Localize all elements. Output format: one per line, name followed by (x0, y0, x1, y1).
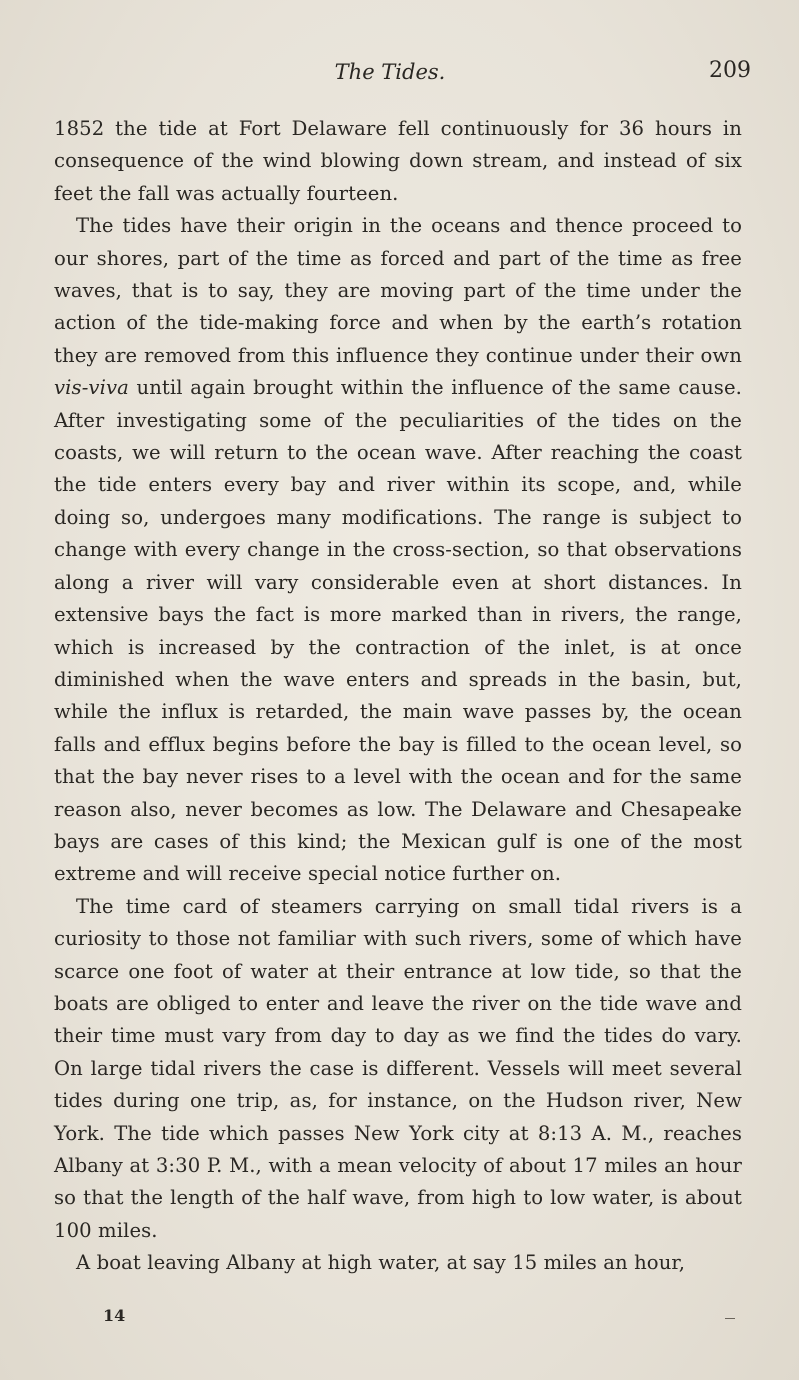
paragraph-3: The time card of steamers carrying on small tidal rivers is a curiosity to those not familiar with such rivers, some of which have scarce one foot of water at their entrance at low tide, so that the boats are obliged to enter and leave the river on the tide wave and their time must vary from day to day as we find the tides do vary. On large tidal rivers the case is different. Vessels will meet several tides during one trip, as, for instance, on the Hudson river, New York. The tide which passes New York city at 8:13 A. M., reaches Albany at 3:30 P. M., with a mean velocity of about 17 miles an hour so that the length of the half wave, from high to low water, is about 100 miles. (54, 894, 742, 1242)
running-head (0, 56, 799, 88)
paragraph-2-end: until again brought within the influence of the same cause. After investigating some of the peculiarities of the tides on the coasts, we will return to the ocean wave. After reaching the coast the tide enters every bay and river within its scope, and, while doing so, undergoes many modifications. The range is subject to change with every change in the cross-section, so that observations along a river will vary considerable even at short distances. In extensive bays the fact is more marked than in rivers, the range, which is increased by the contraction of the inlet, is at once diminished when the wave enters and spreads in the basin, but, while the influx is retarded, the main wave passes by, the ocean falls and efflux begins before the bay is filled to the ocean level, so that the bay never rises to a level with the ocean and for the same reason also, never becomes as low. The Delaware and Chesapeake bays are cases of this kind; the Mexican gulf is one of the most extreme and will receive special notice further on. (54, 376, 742, 886)
paragraph-4: A boat leaving Albany at high water, at say 15 miles an hour, (76, 1251, 686, 1275)
vis-viva-term: vis-viva (54, 376, 129, 400)
signature-mark: 14 (103, 1306, 126, 1325)
running-title: The Tides. (334, 60, 446, 84)
page-number: 209 (709, 58, 751, 83)
paragraph-2 (54, 210, 742, 891)
corner-dash (725, 1318, 735, 1319)
body-text (54, 113, 742, 1280)
paragraph-2-start: The tides have their origin in the oceans and thence proceed to our shores, part of the time as forced and part of the time as free waves, that is to say, they are moving part of the time under the action of the tide-making force and when by the earth’s rotation they are removed from this influence they continue under their own (54, 214, 742, 367)
paragraph-1: 1852 the tide at Fort Delaware fell continuously for 36 hours in consequence of the wind blowing down stream, and instead of six feet the fall was actually fourteen. (54, 117, 742, 205)
